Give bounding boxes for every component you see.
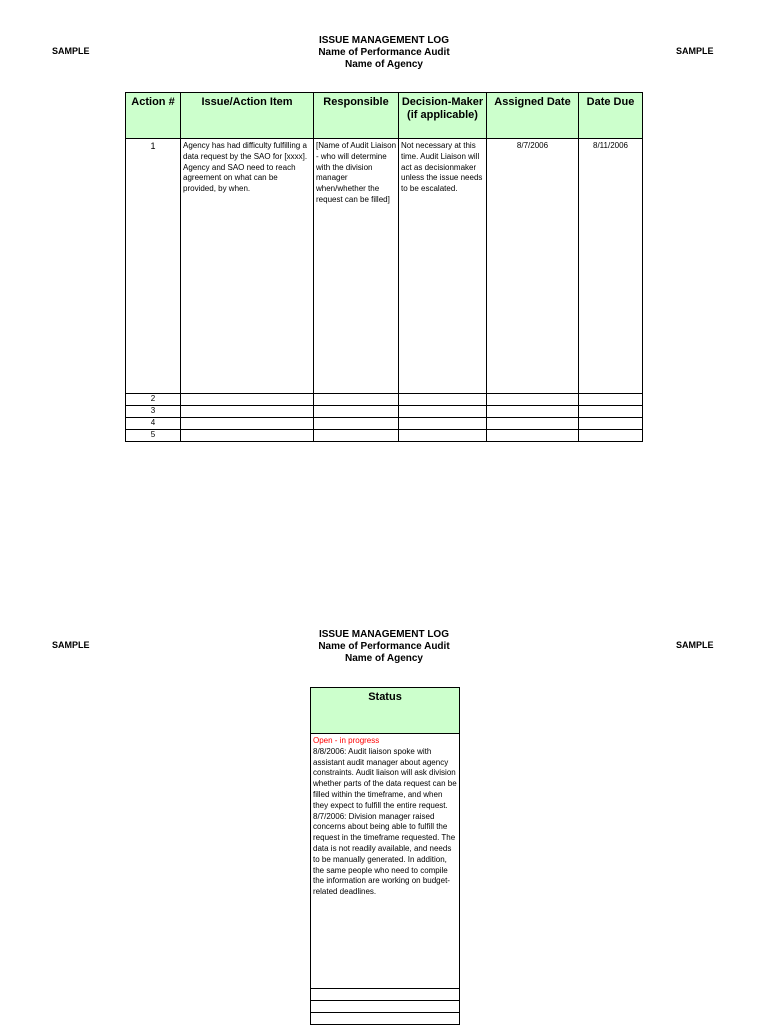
status-header-row — [311, 688, 460, 734]
log-header — [234, 35, 534, 71]
issue-cell: Agency has had difficulty fulfilling a data request by the SAO for [xxxx]. Agency and SAO need to reach agreement on what can be provided, by when. — [181, 139, 314, 394]
date-due-cell — [579, 430, 643, 442]
assigned-date-cell — [487, 406, 579, 418]
status-label: Open - in progress — [313, 736, 380, 745]
column-header-status: Status — [311, 688, 460, 734]
log-title: ISSUE MANAGEMENT LOG — [318, 629, 449, 640]
table-row — [126, 139, 643, 394]
responsible-cell — [314, 418, 399, 430]
date-due-cell: 8/11/2006 — [579, 139, 643, 394]
table-row — [311, 1001, 460, 1013]
responsible-cell — [314, 430, 399, 442]
table-row — [126, 418, 643, 430]
decision-maker-cell: Not necessary at this time. Audit Liaison will act as decisionmaker unless the issue needs to be escalated. — [399, 139, 487, 394]
decision-maker-cell — [399, 406, 487, 418]
column-header-date-due: Date Due — [579, 93, 643, 139]
status-cell — [311, 734, 460, 989]
assigned-date-cell — [487, 418, 579, 430]
action-number-cell: 1 — [126, 139, 181, 394]
column-header-assigned-date: Assigned Date — [487, 93, 579, 139]
column-header-responsible: Responsible — [314, 93, 399, 139]
action-number-cell: 4 — [126, 418, 181, 430]
decision-maker-cell — [399, 430, 487, 442]
audit-name: Name of Performance Audit — [318, 641, 450, 652]
column-header-decision-maker: Decision-Maker (if applicable) — [399, 93, 487, 139]
status-cell — [311, 989, 460, 1001]
assigned-date-cell — [487, 430, 579, 442]
status-cell — [311, 1001, 460, 1013]
issue-cell — [181, 418, 314, 430]
responsible-cell: [Name of Audit Liaison - who will determine with the division manager when/whether the request can be filled] — [314, 139, 399, 394]
log-header — [234, 629, 534, 665]
table-row — [126, 394, 643, 406]
decision-maker-cell — [399, 394, 487, 406]
table-row — [311, 1013, 460, 1025]
column-header-issue: Issue/Action Item — [181, 93, 314, 139]
assigned-date-cell: 8/7/2006 — [487, 139, 579, 394]
issue-log-table — [125, 92, 643, 442]
agency-name: Name of Agency — [345, 653, 423, 664]
audit-name: Name of Performance Audit — [318, 47, 450, 58]
table-row — [311, 989, 460, 1001]
table-row — [126, 406, 643, 418]
date-due-cell — [579, 406, 643, 418]
status-cell — [311, 1013, 460, 1025]
action-number-cell: 3 — [126, 406, 181, 418]
responsible-cell — [314, 394, 399, 406]
status-table — [310, 687, 460, 1025]
status-notes: 8/8/2006: Audit liaison spoke with assistant audit manager about agency constraints. Audit liaison will ask division whether parts of the data request can be filled within the timeframe, and when they expect to fulfill the entire request. 8/7/2006: Division manager raised concerns about being able to fulfill the request in the timeframe requested. The data is not readily available, and needs to be manually generated. In addition, the same people who need to compile the information are working on budget-related deadlines. — [313, 746, 457, 897]
log-title: ISSUE MANAGEMENT LOG — [318, 35, 449, 46]
issue-cell — [181, 430, 314, 442]
agency-name: Name of Agency — [345, 59, 423, 70]
date-due-cell — [579, 394, 643, 406]
action-number-cell: 2 — [126, 394, 181, 406]
sample-watermark-left: SAMPLE — [52, 640, 90, 650]
column-header-action-number: Action # — [126, 93, 181, 139]
table-header-row — [126, 93, 643, 139]
issue-cell — [181, 394, 314, 406]
issue-cell — [181, 406, 314, 418]
table-row — [126, 430, 643, 442]
sample-watermark-left: SAMPLE — [52, 46, 90, 56]
decision-maker-cell — [399, 418, 487, 430]
action-number-cell: 5 — [126, 430, 181, 442]
sample-watermark-right: SAMPLE — [676, 640, 714, 650]
date-due-cell — [579, 418, 643, 430]
responsible-cell — [314, 406, 399, 418]
assigned-date-cell — [487, 394, 579, 406]
sample-watermark-right: SAMPLE — [676, 46, 714, 56]
table-row — [311, 734, 460, 989]
